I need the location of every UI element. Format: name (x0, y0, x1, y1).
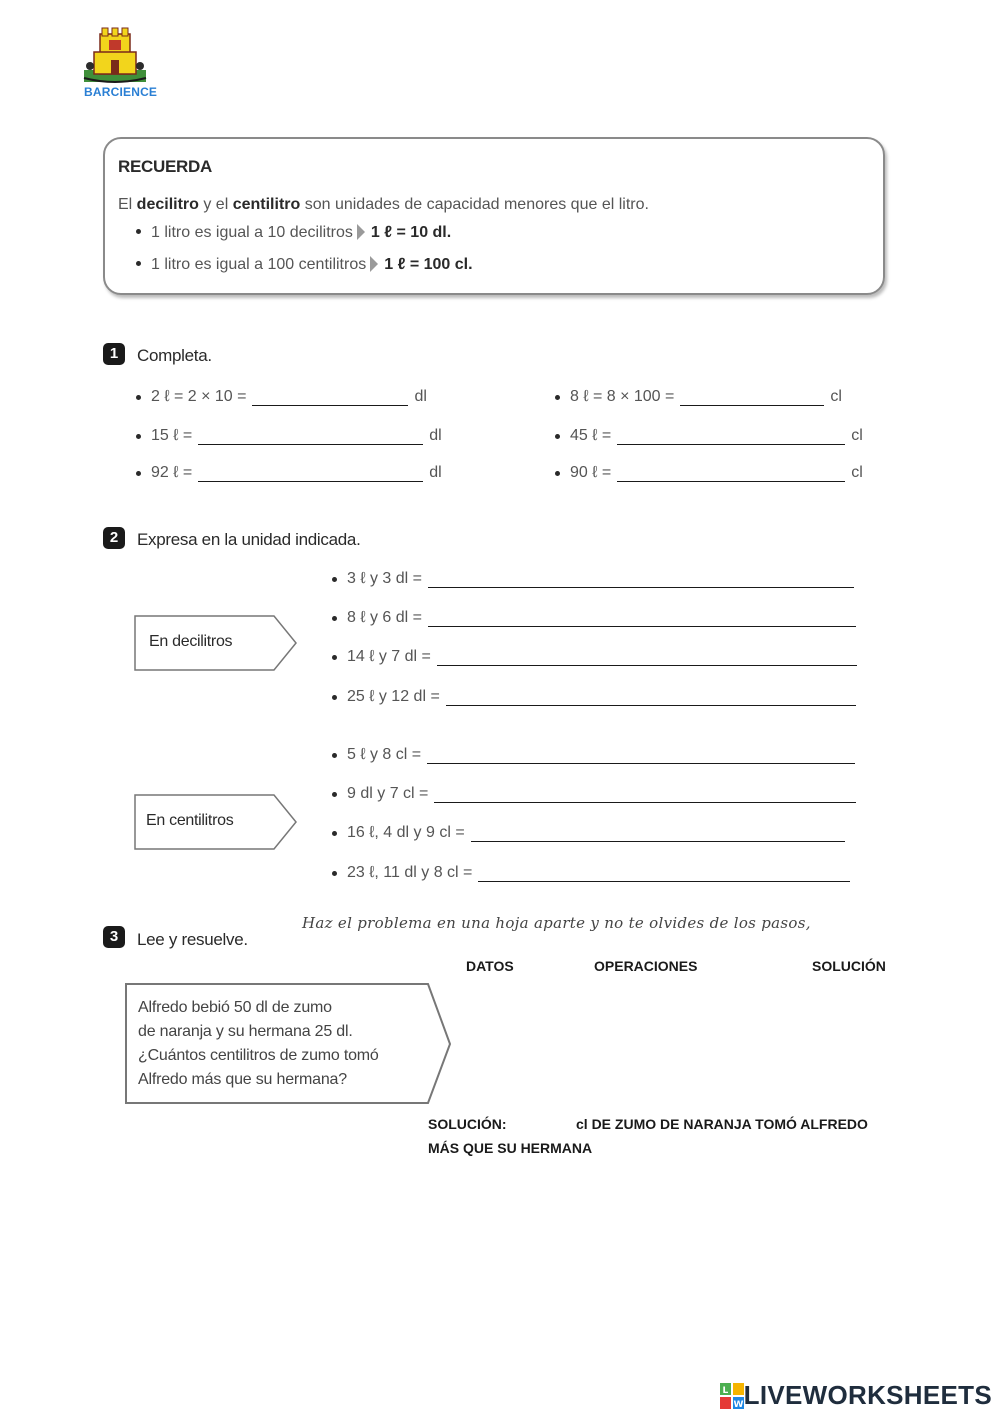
bullet-formula: 1 ℓ = 100 cl. (384, 256, 473, 273)
s1-right-row-3 (555, 464, 863, 482)
label-text: En decilitros (149, 633, 233, 650)
answer-blank[interactable] (617, 465, 845, 482)
bullet-dot (555, 434, 560, 439)
def-text-3: son unidades de capacidad menores que el litro. (300, 196, 649, 213)
expr: 9 dl y 7 cl = (347, 785, 429, 802)
answer-blank[interactable] (198, 428, 423, 445)
bullet-dot (332, 655, 337, 660)
expr: 45 ℓ = (570, 427, 612, 444)
s2-cl-row-1 (332, 746, 861, 764)
label-text: En centilitros (146, 812, 234, 829)
expr: 90 ℓ = (570, 464, 612, 481)
expr: 92 ℓ = (151, 464, 193, 481)
answer-blank[interactable] (446, 689, 856, 706)
answer-blank[interactable] (428, 610, 856, 627)
problem-line: de naranja y su hermana 25 dl. (138, 1023, 353, 1040)
problem-line: ¿Cuántos centilitros de zumo tomó (138, 1047, 379, 1064)
s2-dl-row-2 (332, 609, 862, 627)
bullet-dot (136, 261, 141, 266)
bullet-dot (332, 616, 337, 621)
arrow-icon (357, 224, 365, 240)
expr: 5 ℓ y 8 cl = (347, 746, 422, 763)
answer-blank[interactable] (471, 825, 845, 842)
expr: 16 ℓ, 4 dl y 9 cl = (347, 824, 465, 841)
unit: dl (429, 464, 442, 481)
liveworksheets-icon (720, 1383, 744, 1409)
solution-answer-text: cl DE ZUMO DE NARANJA TOMÓ ALFREDO (576, 1116, 868, 1132)
barcience-crest-logo (82, 26, 148, 86)
answer-blank[interactable] (252, 389, 408, 406)
bullet-dot (136, 229, 141, 234)
answer-blank[interactable] (198, 465, 423, 482)
column-solucion: SOLUCIÓN (812, 958, 886, 974)
bullet-dot (136, 471, 141, 476)
expr: 8 ℓ = 8 × 100 = (570, 388, 675, 405)
bullet-text: 1 litro es igual a 100 centilitros (151, 256, 367, 273)
column-operaciones: OPERACIONES (594, 958, 698, 974)
section-3-number: 3 (103, 926, 125, 948)
answer-blank[interactable] (617, 428, 845, 445)
recuerda-title: RECUERDA (118, 157, 212, 176)
recuerda-bullet-2 (136, 256, 473, 274)
label-box-decilitros (134, 615, 300, 671)
expr: 23 ℓ, 11 dl y 8 cl = (347, 864, 473, 881)
bullet-text: 1 litro es igual a 10 decilitros (151, 224, 353, 241)
unit: dl (429, 427, 442, 444)
problem-line: Alfredo más que su hermana? (138, 1071, 347, 1088)
bullet-dot (136, 395, 141, 400)
s2-dl-row-3 (332, 648, 863, 666)
expr: 8 ℓ y 6 dl = (347, 609, 422, 626)
solution-label: SOLUCIÓN: (428, 1116, 507, 1132)
bullet-dot (555, 395, 560, 400)
column-datos: DATOS (466, 958, 514, 974)
bullet-dot (136, 434, 141, 439)
bullet-dot (332, 577, 337, 582)
answer-blank[interactable] (680, 389, 824, 406)
expr: 2 ℓ = 2 × 10 = (151, 388, 247, 405)
section-3-title: Lee y resuelve. (137, 930, 248, 949)
bullet-dot (332, 695, 337, 700)
s1-right-row-2 (555, 427, 863, 445)
s1-right-row-1 (555, 388, 842, 406)
expr: 25 ℓ y 12 dl = (347, 688, 440, 705)
section-1-number: 1 (103, 343, 125, 365)
bullet-dot (332, 792, 337, 797)
answer-blank[interactable] (437, 649, 857, 666)
label-box-centilitros (134, 794, 300, 850)
bullet-dot (332, 831, 337, 836)
def-term-centilitro: centilitro (232, 196, 301, 213)
section-2-number: 2 (103, 527, 125, 549)
answer-blank[interactable] (428, 571, 854, 588)
liveworksheets-brand: LIVEWORKSHEETS (743, 1380, 992, 1410)
s2-cl-row-4 (332, 864, 856, 882)
bullet-dot (332, 871, 337, 876)
s2-cl-row-3 (332, 824, 851, 842)
problem-line: Alfredo bebió 50 dl de zumo (138, 999, 332, 1016)
def-text-2: y el (198, 196, 233, 213)
section-2-title: Expresa en la unidad indicada. (137, 530, 361, 549)
unit: cl (851, 427, 863, 444)
def-term-decilitro: decilitro (136, 196, 199, 213)
recuerda-bullet-1 (136, 224, 451, 242)
expr: 15 ℓ = (151, 427, 193, 444)
icon-letter-l: L (722, 1385, 728, 1396)
s2-dl-row-4 (332, 688, 862, 706)
handwritten-note: Haz el problema en una hoja aparte y no te olvides de los pasos, (302, 914, 811, 932)
liveworksheets-logo (720, 1380, 992, 1411)
s1-left-row-1 (136, 388, 427, 406)
def-text-1: El (118, 196, 137, 213)
unit: cl (830, 388, 842, 405)
s1-left-row-2 (136, 427, 442, 445)
expr: 3 ℓ y 3 dl = (347, 570, 422, 587)
bullet-formula: 1 ℓ = 10 dl. (370, 224, 452, 241)
solution-answer-text-2: MÁS QUE SU HERMANA (428, 1140, 593, 1156)
answer-blank[interactable] (434, 786, 856, 803)
section-1-title: Completa. (137, 346, 212, 365)
expr: 14 ℓ y 7 dl = (347, 648, 431, 665)
s2-cl-row-2 (332, 785, 862, 803)
bullet-dot (332, 753, 337, 758)
s2-dl-row-1 (332, 570, 860, 588)
answer-blank[interactable] (427, 747, 855, 764)
icon-letter-w: W (733, 1399, 744, 1409)
unit: dl (414, 388, 427, 405)
s1-left-row-3 (136, 464, 442, 482)
arrow-icon (370, 256, 378, 272)
problem-statement (138, 996, 379, 1092)
bullet-dot (555, 471, 560, 476)
unit: cl (851, 464, 863, 481)
answer-blank[interactable] (478, 865, 850, 882)
logo-caption: BARCIENCE (84, 85, 158, 99)
recuerda-definition (118, 196, 649, 214)
